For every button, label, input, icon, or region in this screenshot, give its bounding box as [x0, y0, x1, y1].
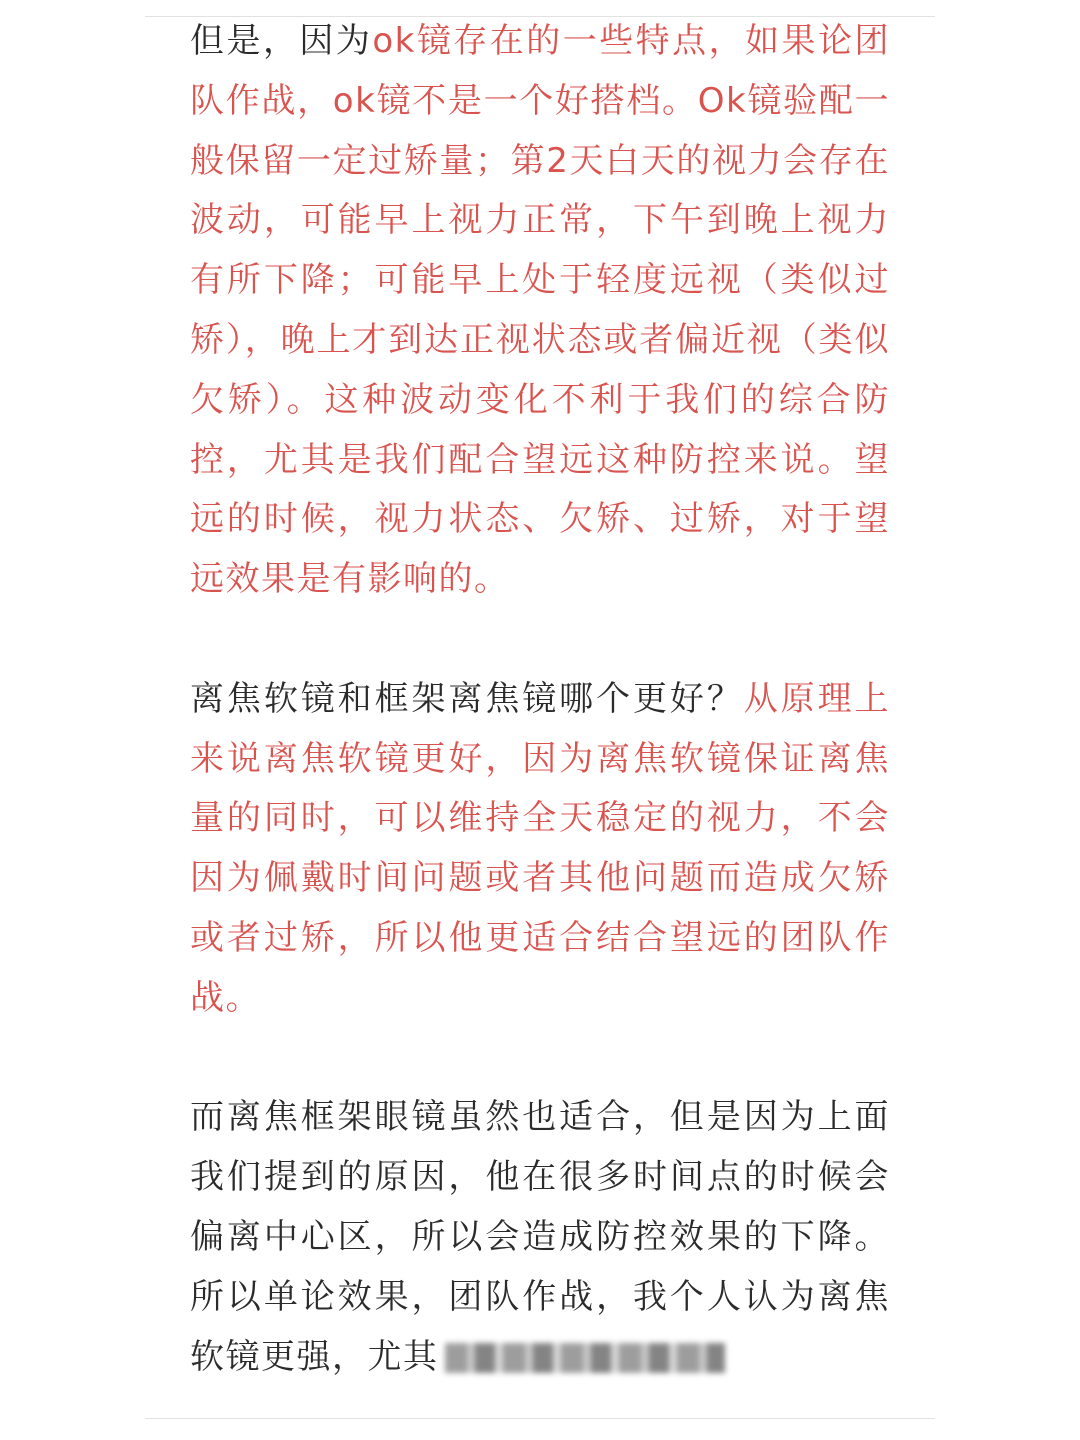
- highlighted-text-segment: 从原理上来说离焦软镜更好，因为离焦软镜保证离焦量的同时，可以维持全天稳定的视力，不会因为佩戴时间问题或者其他问题而造成欠矫或者过矫，所以他更适合结合望远的团队作战。: [190, 678, 890, 1018]
- paragraph-soft-vs-frame: [190, 670, 890, 1029]
- text-segment: 但是，因为: [190, 21, 373, 61]
- article-body: [190, 12, 890, 1418]
- bottom-divider: [145, 1418, 935, 1419]
- paragraph-frame-lens: [190, 1088, 890, 1387]
- text-segment: 而离焦框架眼镜虽然也适合，但是因为上面我们提到的原因，他在很多时间点的时候会偏离中心区，所以会造成防控效果的下降。所以单论效果，团队作战，我个人认为离焦软镜更强，尤其: [190, 1097, 890, 1377]
- paragraph-ok-lens: [190, 12, 890, 610]
- blurred-text-overlay: [445, 1343, 725, 1373]
- highlighted-text-segment: ok镜存在的一些特点，如果论团队作战，ok镜不是一个好搭档。Ok镜验配一般保留一定过矫量；第2天白天的视力会存在波动，可能早上视力正常，下午到晚上视力有所下降；可能早上处于轻度远视（类似过矫），晚上才到达正视状态或者偏近视（类似欠矫）。这种波动变化不利于我们的综合防控，尤其是我们配合望远这种防控来说。望远的时候，视力状态、欠矫、过矫，对于望远效果是有影响的。: [190, 21, 890, 600]
- question-text-segment: 离焦软镜和框架离焦镜哪个更好？: [190, 678, 744, 719]
